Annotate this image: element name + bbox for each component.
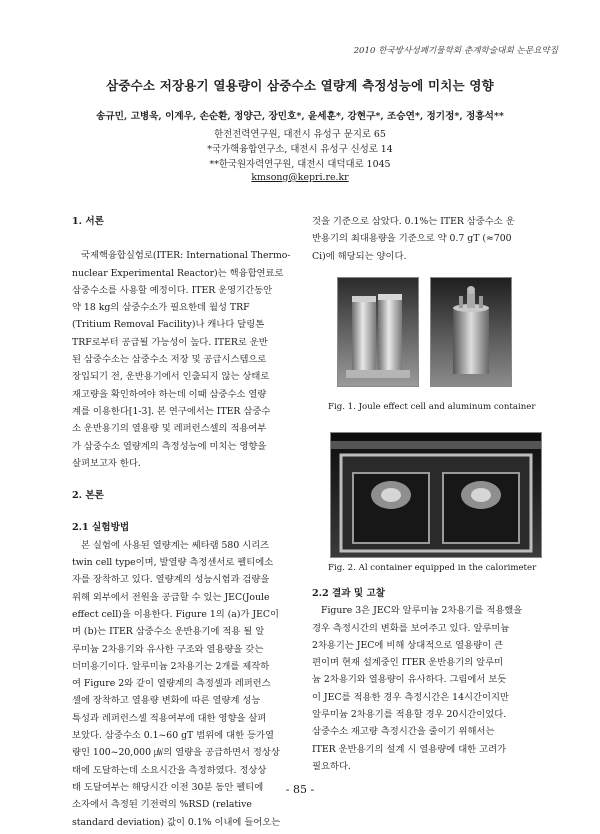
results-line: ITER 운반용기의 설계 시 열용량에 대한 고려가 [312,743,507,755]
method-heading: 2.1 실험방법 [72,522,130,534]
intro-line: nuclear Experimental Reactor)는 핵융합연료로 [72,267,284,279]
method-line: 자를 장착하고 있다. 열량계의 성능시험과 검량을 [72,574,270,586]
results-line: Figure 3은 JEC와 알루미늄 2차용기를 적용했을 [321,605,523,617]
method-line: 태에 도달하는데 소요시간을 측정하였다. 정상상 [72,764,267,776]
method-line: effect cell)을 이용한다. Figure 1의 (a)가 JEC이 [72,608,280,620]
body-heading: 2. 본론 [72,490,104,502]
method-line: 량인 100~20,000 ㎼의 열량을 공급하면서 정상상 [72,747,280,759]
intro-line: 장입되기 전, 운반용기에서 인출되지 않는 상태로 [72,371,270,383]
method-line: standard deviation) 값이 0.1% 이내에 들어오는 [72,816,281,828]
method-line: 태 도달여부는 해당시간 이전 30분 동안 펠티에 [72,781,264,793]
intro-line: 된 삼중수소는 삼중수소 저장 및 공급시스템으로 [72,354,267,366]
intro-line: 살펴보고자 한다. [72,457,141,469]
results-line: 이 JEC를 적용한 경우 측정시간은 14시간이지만 [312,691,509,703]
cont-line: 것을 기준으로 삼았다. 0.1%는 ITER 삼중수소 운 [312,216,515,227]
contact-email[interactable]: kmsong@kepri.re.kr [251,172,349,183]
page-number: - 85 - [285,783,315,796]
author-list: 송규민, 고병욱, 이계우, 손순환, 정양근, 장민호*, 윤세훈*, 강현구*, 조승연*, 정기정*, 정흥석** [96,111,504,122]
intro-line: 약 18 kg의 삼중수소가 필요한데 월성 TRF [72,302,250,314]
results-line: 편이며 현재 설계중인 ITER 운반용기의 알루미 [312,657,504,669]
results-line: 늄 2차용기와 열용량이 유사하다. 그림에서 보듯 [312,674,507,686]
left-column [72,213,302,831]
results-heading: 2.2 결과 및 고찰 [312,588,386,599]
intro-line: 가 삼중수소 열량계의 측정성능에 미치는 영향을 [72,440,267,452]
intro-heading: 1. 서론 [72,216,104,227]
right-column-top [312,213,549,265]
cont-line: Ci)에 해당되는 양이다. [312,250,407,262]
intro-line: 국제핵융합실험로(ITER: International Thermo- [81,250,291,262]
intro-line: 삼중수소를 사용할 예정이다. ITER 운영기간동안 [72,284,273,296]
results-line: 2차용기는 JEC에 비해 상대적으로 열용량이 큰 [312,639,503,651]
cont-line: 반용기의 최대용량을 기준으로 약 0.7 gT (≈700 [312,233,512,245]
fig2-caption: Fig. 2. Al container equipped in the calorimeter [328,563,537,573]
results-line: 경우 측정시간의 변화를 보여주고 있다. 알루미늄 [312,622,510,634]
method-line: 여 Figure 2와 같이 열량계의 측정셀과 레퍼런스 [72,678,271,690]
method-line: 위해 외부에서 전원을 공급할 수 있는 JEC(Joule [72,591,270,603]
conference-header: 2010 한국방사성폐기물학회 춘계학술대회 논문요약집 [353,46,558,56]
method-line: 소자에서 측정된 기전력의 %RSD (relative [72,799,252,811]
results-line: 알루미늄 2차용기를 적용할 경우 20시간이었다. [312,709,507,721]
fig2-calorimeter-photo [330,432,542,558]
method-line: 며 (b)는 ITER 삼중수소 운반용기에 적용 될 알 [72,626,265,638]
intro-line: 계를 이용한다[1-3]. 본 연구에서는 ITER 삼중수 [72,405,271,417]
results-line: 필요하다. [312,760,351,772]
results-line: 삼중수소 재고량 측정시간을 줄이기 위해서는 [312,726,495,738]
intro-line: TRF로부터 공급될 가능성이 높다. ITER로 운반 [72,336,268,348]
affiliation-1: 한전전력연구원, 대전시 유성구 문지로 65 [214,129,386,140]
method-line: 특성과 레퍼런스셀 적용여부에 대한 영향을 살펴 [72,712,267,724]
intro-line: 소 운반용기의 열용량 및 레퍼런스셀의 적용여부 [72,423,267,435]
affiliation-3: **한국원자력연구원, 대전시 대덕대로 1045 [209,159,391,170]
fig1a-joule-cell-photo [337,277,419,387]
method-line: 셀에 장착하고 열용량 변화에 따른 열량계 성능 [72,695,261,707]
right-column-results [312,585,549,775]
intro-line: 재고량을 확인하여야 하는데 이때 삼중수소 열량 [72,388,267,400]
intro-line: (Tritium Removal Facility)나 캐나다 달링톤 [72,319,265,331]
fig1-caption: Fig. 1. Joule effect cell and aluminum container [328,402,536,412]
method-line: 더미용기이다. 알루미늄 2차용기는 2개를 제작하 [72,660,270,672]
affiliation-2: *국가핵융합연구소, 대전시 유성구 신성로 14 [207,144,393,155]
method-line: 보았다. 삼중수소 0.1~60 gT 범위에 대한 등가열 [72,730,274,742]
fig1b-aluminum-container-photo [430,277,512,387]
method-line: twin cell type이며, 발열량 측정센서로 펠티에소 [72,557,274,569]
method-line: 본 실험에 사용된 열량계는 쎄타램 580 시리즈 [81,539,270,551]
paper-title: 삼중수소 저장용기 열용량이 삼중수소 열량계 측정성능에 미치는 영향 [106,78,494,93]
method-line: 루미늄 2차용기와 유사한 구조와 열용량을 갖는 [72,643,264,655]
